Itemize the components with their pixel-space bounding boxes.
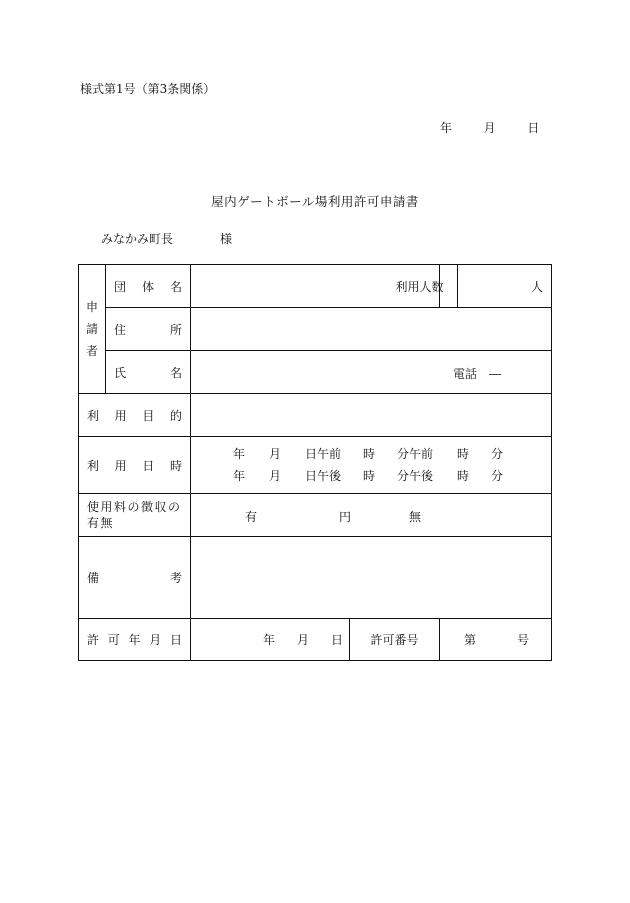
permit-number-field[interactable]: 第 号 (440, 619, 552, 661)
row-fee (79, 494, 552, 537)
form-number: 様式第1号（第3条関係） (80, 82, 216, 96)
application-form-table (78, 264, 552, 661)
datetime-label: 利 用 日 時 (79, 437, 191, 494)
fee-field[interactable] (191, 494, 552, 537)
time-line-pm: 年 月 日午後 時 分午後 時 分 (233, 469, 504, 483)
purpose-field[interactable] (191, 394, 552, 437)
address-label: 住 所 (106, 308, 191, 351)
date-month-label: 月 (483, 121, 496, 135)
date-year-label: 年 (440, 121, 453, 135)
fee-label: 使用料の徴収の有無 (79, 494, 191, 537)
remarks-label: 備 考 (79, 537, 191, 619)
group-name-label: 団 体 名 (106, 265, 191, 308)
users-count-label: 利用人数 (440, 265, 458, 308)
datetime-field[interactable] (191, 437, 552, 494)
honorific: 様 (220, 232, 233, 246)
date-day-label: 日 (527, 121, 540, 135)
name-field[interactable] (191, 351, 552, 394)
addressee: みなかみ町長 (101, 232, 174, 246)
time-line-am: 年 月 日午前 時 分午前 時 分 (233, 447, 504, 461)
fee-yen: 円 (339, 510, 352, 524)
phone-label: 電話 ― (453, 367, 502, 381)
row-address (79, 308, 552, 351)
row-group-name (79, 265, 552, 308)
permit-date-field[interactable]: 年 月 日 (191, 619, 350, 661)
purpose-label: 利 用 目 的 (79, 394, 191, 437)
row-remarks (79, 537, 552, 619)
permit-number-label: 許可番号 (350, 619, 440, 661)
permit-date-label: 許 可 年 月 日 (79, 619, 191, 661)
remarks-field[interactable] (191, 537, 552, 619)
submission-date (440, 119, 539, 136)
row-datetime (79, 437, 552, 494)
applicant-label: 申 請 者 (79, 265, 106, 394)
fee-yes[interactable]: 有 (245, 510, 258, 524)
row-permit (79, 619, 552, 661)
address-field[interactable] (191, 308, 552, 351)
document-title: 屋内ゲートボール場利用許可申請書 (211, 194, 419, 209)
name-label: 氏 名 (106, 351, 191, 394)
users-unit: 人 (530, 279, 543, 294)
fee-no[interactable]: 無 (409, 510, 422, 524)
users-count-field[interactable] (458, 265, 552, 308)
row-purpose (79, 394, 552, 437)
row-name (79, 351, 552, 394)
